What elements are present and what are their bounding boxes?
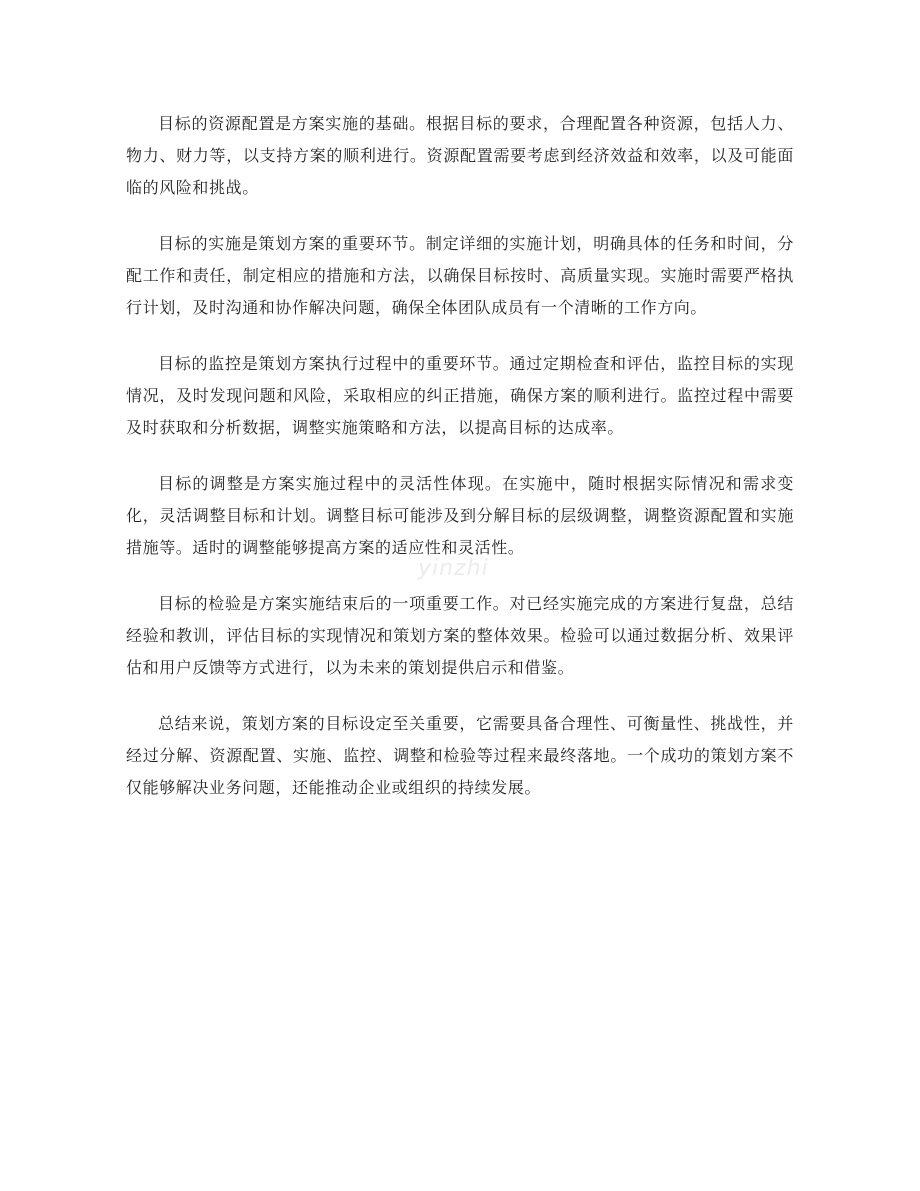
paragraph-implementation: 目标的实施是策划方案的重要环节。制定详细的实施计划，明确具体的任务和时间，分配工作和责任，制定相应的措施和方法，以确保目标按时、高质量实现。实施时需要严格执行计划，及时沟通和协作解决问题，确保全体团队成员有一个清晰的工作方向。 [126, 234, 794, 317]
paragraph-resource-allocation: 目标的资源配置是方案实施的基础。根据目标的要求，合理配置各种资源，包括人力、物力、财力等，以支持方案的顺利进行。资源配置需要考虑到经济效益和效率，以及可能面临的风险和挑战。 [126, 114, 794, 197]
paragraph-summary: 总结来说，策划方案的目标设定至关重要，它需要具备合理性、可衡量性、挑战性，并经过分解、资源配置、实施、监控、调整和检验等过程来最终落地。一个成功的策划方案不仅能够解决业务问题，还能推动企业或组织的持续发展。 [126, 714, 794, 797]
paragraph-adjustment: 目标的调整是方案实施过程中的灵活性体现。在实施中，随时根据实际情况和需求变化，灵活调整目标和计划。调整目标可能涉及到分解目标的层级调整，调整资源配置和实施措施等。适时的调整能够提高方案的适应性和灵活性。 [126, 474, 794, 557]
watermark-text: yinzhi [418, 556, 489, 581]
paragraph-monitoring: 目标的监控是策划方案执行过程中的重要环节。通过定期检查和评估，监控目标的实现情况，及时发现问题和风险，采取相应的纠正措施，确保方案的顺利进行。监控过程中需要及时获取和分析数据，调整实施策略和方法，以提高目标的达成率。 [126, 354, 794, 437]
paragraph-verification: 目标的检验是方案实施结束后的一项重要工作。对已经实施完成的方案进行复盘，总结经验和教训，评估目标的实现情况和策划方案的整体效果。检验可以通过数据分析、效果评估和用户反馈等方式进行，以为未来的策划提供启示和借鉴。 [126, 594, 794, 677]
